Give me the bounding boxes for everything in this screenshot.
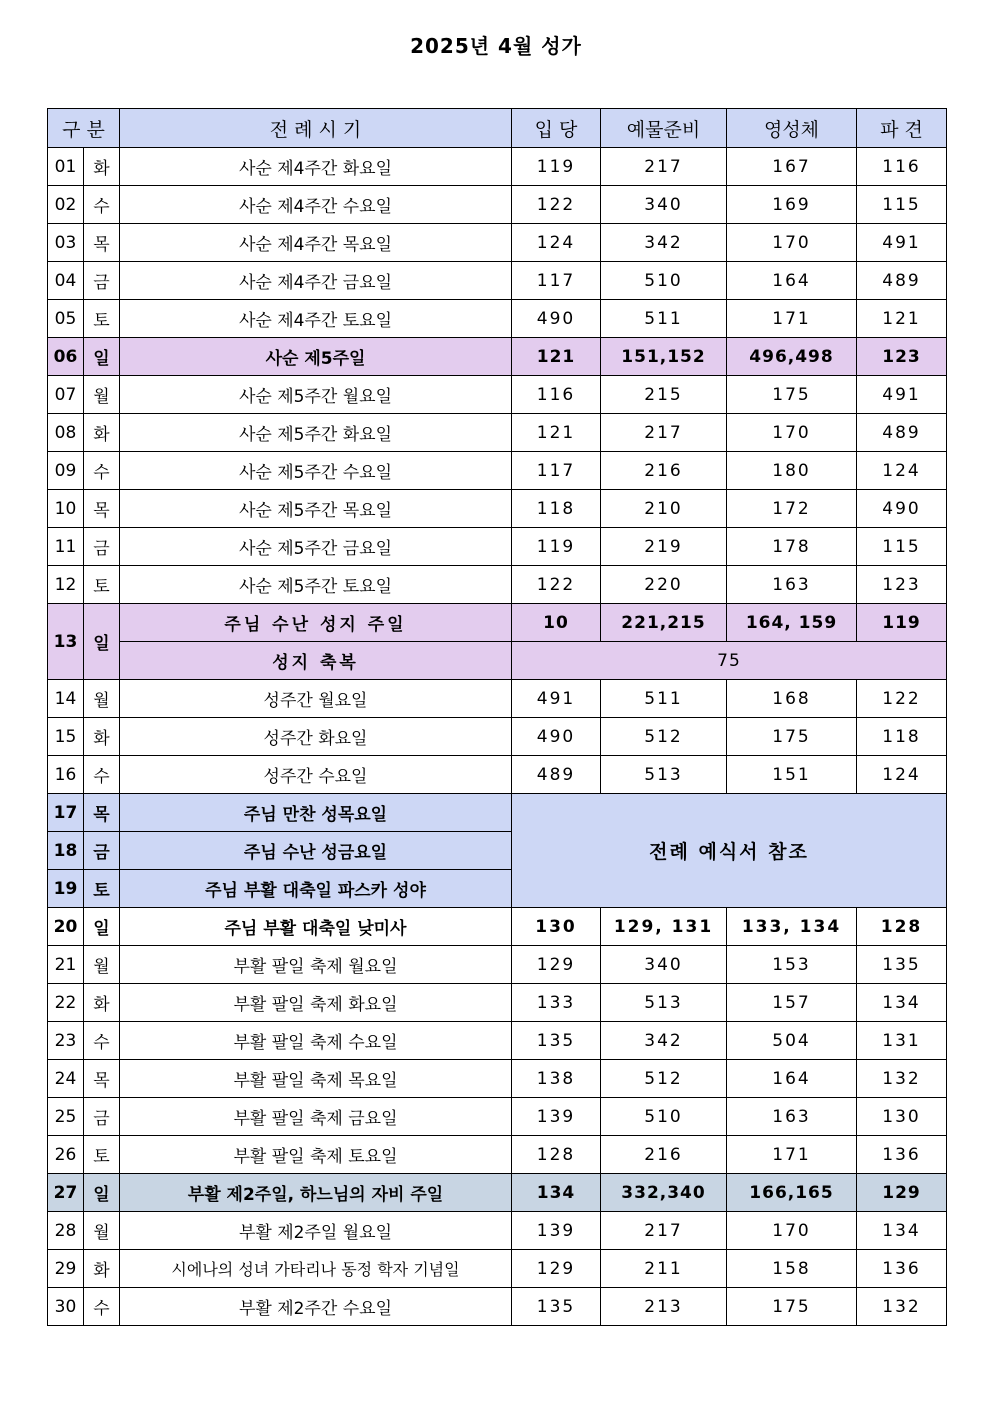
liturgical-season: 사순 제4주간 화요일: [120, 148, 512, 186]
liturgical-season: 사순 제5주간 월요일: [120, 376, 512, 414]
date-number: 14: [48, 680, 84, 718]
offertory-hymn: 340: [601, 186, 727, 224]
dismissal-hymn: 489: [857, 262, 947, 300]
sunday-row: [48, 338, 947, 376]
liturgical-season: 사순 제5주간 토요일: [120, 566, 512, 604]
weekday: 토: [84, 300, 120, 338]
entrance-hymn: 122: [512, 566, 601, 604]
liturgical-season: 부활 팔일 축제 월요일: [120, 946, 512, 984]
offertory-hymn: 510: [601, 1098, 727, 1136]
weekday: 일: [84, 604, 120, 680]
date-number: 22: [48, 984, 84, 1022]
table-row: [48, 300, 947, 338]
header-dismissal: 파 견: [857, 109, 947, 148]
table-row: [48, 262, 947, 300]
liturgical-season: 성주간 월요일: [120, 680, 512, 718]
dismissal-hymn: 136: [857, 1250, 947, 1288]
dismissal-hymn: 134: [857, 1212, 947, 1250]
header-row: [48, 109, 947, 148]
communion-hymn: 164: [727, 262, 857, 300]
communion-hymn: 496,498: [727, 338, 857, 376]
liturgical-season: 주님 수난 성금요일: [120, 832, 512, 870]
divine-mercy-row: [48, 1174, 947, 1212]
offertory-hymn: 332,340: [601, 1174, 727, 1212]
offertory-hymn: 342: [601, 1022, 727, 1060]
easter-row: [48, 908, 947, 946]
offertory-hymn: 513: [601, 984, 727, 1022]
dismissal-hymn: 123: [857, 338, 947, 376]
offertory-hymn: 216: [601, 452, 727, 490]
weekday: 목: [84, 794, 120, 832]
liturgical-season: 부활 제2주일, 하느님의 자비 주일: [120, 1174, 512, 1212]
weekday: 금: [84, 832, 120, 870]
communion-hymn: 158: [727, 1250, 857, 1288]
liturgical-season: 사순 제5주간 목요일: [120, 490, 512, 528]
table-row: [48, 984, 947, 1022]
liturgical-season: 부활 팔일 축제 수요일: [120, 1022, 512, 1060]
liturgical-season: 주님 부활 대축일 낮미사: [120, 908, 512, 946]
holy-week-row: [48, 794, 947, 832]
liturgical-season: 사순 제4주간 금요일: [120, 262, 512, 300]
liturgical-season: 시에나의 성녀 가타리나 동정 학자 기념일: [120, 1250, 512, 1288]
offertory-hymn: 512: [601, 1060, 727, 1098]
communion-hymn: 153: [727, 946, 857, 984]
date-number: 08: [48, 414, 84, 452]
sunday-row: [48, 604, 947, 642]
header-season: 전 례 시 기: [120, 109, 512, 148]
date-number: 11: [48, 528, 84, 566]
table-row: [48, 452, 947, 490]
date-number: 27: [48, 1174, 84, 1212]
entrance-hymn: 135: [512, 1022, 601, 1060]
offertory-hymn: 129, 131: [601, 908, 727, 946]
date-number: 26: [48, 1136, 84, 1174]
table-row: [48, 718, 947, 756]
weekday: 화: [84, 148, 120, 186]
entrance-hymn: 117: [512, 262, 601, 300]
date-number: 19: [48, 870, 84, 908]
entrance-hymn: 490: [512, 718, 601, 756]
dismissal-hymn: 118: [857, 718, 947, 756]
entrance-hymn: 121: [512, 414, 601, 452]
table-row: [48, 566, 947, 604]
entrance-hymn: 128: [512, 1136, 601, 1174]
date-number: 28: [48, 1212, 84, 1250]
date-number: 25: [48, 1098, 84, 1136]
date-number: 29: [48, 1250, 84, 1288]
weekday: 목: [84, 490, 120, 528]
offertory-hymn: 510: [601, 262, 727, 300]
dismissal-hymn: 115: [857, 186, 947, 224]
offertory-hymn: 217: [601, 1212, 727, 1250]
header-communion: 영성체: [727, 109, 857, 148]
communion-hymn: 170: [727, 414, 857, 452]
entrance-hymn: 116: [512, 376, 601, 414]
weekday: 토: [84, 870, 120, 908]
table-row: [48, 946, 947, 984]
table-row: [48, 1022, 947, 1060]
weekday: 월: [84, 946, 120, 984]
entrance-hymn: 118: [512, 490, 601, 528]
date-number: 30: [48, 1288, 84, 1326]
dismissal-hymn: 128: [857, 908, 947, 946]
entrance-hymn: 490: [512, 300, 601, 338]
communion-hymn: 133, 134: [727, 908, 857, 946]
offertory-hymn: 220: [601, 566, 727, 604]
date-number: 23: [48, 1022, 84, 1060]
entrance-hymn: 130: [512, 908, 601, 946]
dismissal-hymn: 491: [857, 376, 947, 414]
liturgical-season: 부활 팔일 축제 화요일: [120, 984, 512, 1022]
date-number: 18: [48, 832, 84, 870]
offertory-hymn: 512: [601, 718, 727, 756]
liturgy-book-reference: 전례 예식서 참조: [512, 794, 947, 908]
liturgical-season: 사순 제5주일: [120, 338, 512, 376]
weekday: 목: [84, 1060, 120, 1098]
table-row: [48, 756, 947, 794]
table-row: [48, 414, 947, 452]
offertory-hymn: 511: [601, 300, 727, 338]
communion-hymn: 172: [727, 490, 857, 528]
dismissal-hymn: 123: [857, 566, 947, 604]
header-offertory: 예물준비: [601, 109, 727, 148]
entrance-hymn: 129: [512, 1250, 601, 1288]
liturgical-season: 부활 팔일 축제 금요일: [120, 1098, 512, 1136]
entrance-hymn: 139: [512, 1212, 601, 1250]
communion-hymn: 151: [727, 756, 857, 794]
weekday: 토: [84, 1136, 120, 1174]
liturgical-season: 부활 제2주일 월요일: [120, 1212, 512, 1250]
table-row: [48, 1288, 947, 1326]
table-row: [48, 1212, 947, 1250]
communion-hymn: 163: [727, 1098, 857, 1136]
entrance-hymn: 134: [512, 1174, 601, 1212]
table-row: [48, 376, 947, 414]
weekday: 화: [84, 718, 120, 756]
weekday: 월: [84, 376, 120, 414]
weekday: 화: [84, 984, 120, 1022]
communion-hymn: 167: [727, 148, 857, 186]
entrance-hymn: 122: [512, 186, 601, 224]
offertory-hymn: 340: [601, 946, 727, 984]
weekday: 수: [84, 186, 120, 224]
dismissal-hymn: 129: [857, 1174, 947, 1212]
dismissal-hymn: 131: [857, 1022, 947, 1060]
date-number: 05: [48, 300, 84, 338]
header-entrance: 입 당: [512, 109, 601, 148]
weekday: 금: [84, 528, 120, 566]
dismissal-hymn: 135: [857, 946, 947, 984]
weekday: 월: [84, 680, 120, 718]
communion-hymn: 168: [727, 680, 857, 718]
date-number: 12: [48, 566, 84, 604]
weekday: 화: [84, 414, 120, 452]
weekday: 목: [84, 224, 120, 262]
weekday: 일: [84, 338, 120, 376]
entrance-hymn: 124: [512, 224, 601, 262]
liturgical-season: 사순 제4주간 토요일: [120, 300, 512, 338]
entrance-hymn: 139: [512, 1098, 601, 1136]
dismissal-hymn: 115: [857, 528, 947, 566]
entrance-hymn: 489: [512, 756, 601, 794]
communion-hymn: 175: [727, 1288, 857, 1326]
dismissal-hymn: 124: [857, 756, 947, 794]
table-row: [48, 528, 947, 566]
communion-hymn: 157: [727, 984, 857, 1022]
entrance-hymn: 133: [512, 984, 601, 1022]
weekday: 월: [84, 1212, 120, 1250]
table-row: [48, 1136, 947, 1174]
page-title: 2025년 4월 성가: [410, 34, 582, 58]
weekday: 일: [84, 908, 120, 946]
entrance-hymn: 135: [512, 1288, 601, 1326]
offertory-hymn: 151,152: [601, 338, 727, 376]
hymn-schedule-table: [47, 108, 947, 1326]
table-row: [48, 1060, 947, 1098]
dismissal-hymn: 132: [857, 1060, 947, 1098]
date-number: 01: [48, 148, 84, 186]
weekday: 금: [84, 262, 120, 300]
liturgical-season: 성주간 수요일: [120, 756, 512, 794]
dismissal-hymn: 491: [857, 224, 947, 262]
communion-hymn: 171: [727, 1136, 857, 1174]
dismissal-hymn: 136: [857, 1136, 947, 1174]
weekday: 금: [84, 1098, 120, 1136]
liturgical-season: 주님 부활 대축일 파스카 성야: [120, 870, 512, 908]
table-row: [48, 148, 947, 186]
offertory-hymn: 513: [601, 756, 727, 794]
liturgical-season: 사순 제4주간 수요일: [120, 186, 512, 224]
entrance-hymn: 119: [512, 148, 601, 186]
offertory-hymn: 342: [601, 224, 727, 262]
table-row: [48, 1250, 947, 1288]
date-number: 06: [48, 338, 84, 376]
table-row: [48, 224, 947, 262]
communion-hymn: 175: [727, 718, 857, 756]
date-number: 03: [48, 224, 84, 262]
communion-hymn: 169: [727, 186, 857, 224]
liturgical-season: 부활 팔일 축제 목요일: [120, 1060, 512, 1098]
entrance-hymn: 119: [512, 528, 601, 566]
offertory-hymn: 217: [601, 148, 727, 186]
communion-hymn: 164: [727, 1060, 857, 1098]
liturgical-season: 부활 제2주간 수요일: [120, 1288, 512, 1326]
dismissal-hymn: 489: [857, 414, 947, 452]
liturgical-season: 사순 제5주간 수요일: [120, 452, 512, 490]
entrance-hymn: 491: [512, 680, 601, 718]
weekday: 수: [84, 1022, 120, 1060]
offertory-hymn: 219: [601, 528, 727, 566]
communion-hymn: 170: [727, 1212, 857, 1250]
communion-hymn: 178: [727, 528, 857, 566]
communion-hymn: 163: [727, 566, 857, 604]
communion-hymn: 504: [727, 1022, 857, 1060]
table-row: [48, 1098, 947, 1136]
liturgical-season: 사순 제5주간 금요일: [120, 528, 512, 566]
communion-hymn: 164, 159: [727, 604, 857, 642]
communion-hymn: 170: [727, 224, 857, 262]
liturgical-season: 성주간 화요일: [120, 718, 512, 756]
liturgical-season: 사순 제4주간 목요일: [120, 224, 512, 262]
palm-blessing-label: 성지 축복: [120, 642, 512, 680]
entrance-hymn: 117: [512, 452, 601, 490]
dismissal-hymn: 132: [857, 1288, 947, 1326]
dismissal-hymn: 490: [857, 490, 947, 528]
date-number: 04: [48, 262, 84, 300]
offertory-hymn: 511: [601, 680, 727, 718]
entrance-hymn: 121: [512, 338, 601, 376]
weekday: 화: [84, 1250, 120, 1288]
date-number: 21: [48, 946, 84, 984]
liturgical-season: 주님 만찬 성목요일: [120, 794, 512, 832]
dismissal-hymn: 116: [857, 148, 947, 186]
communion-hymn: 180: [727, 452, 857, 490]
date-number: 02: [48, 186, 84, 224]
weekday: 수: [84, 1288, 120, 1326]
offertory-hymn: 211: [601, 1250, 727, 1288]
header-division: 구 분: [48, 109, 120, 148]
date-number: 15: [48, 718, 84, 756]
liturgical-season: 주님 수난 성지 주일: [120, 604, 512, 642]
date-number: 07: [48, 376, 84, 414]
offertory-hymn: 216: [601, 1136, 727, 1174]
weekday: 일: [84, 1174, 120, 1212]
date-number: 17: [48, 794, 84, 832]
communion-hymn: 166,165: [727, 1174, 857, 1212]
dismissal-hymn: 124: [857, 452, 947, 490]
weekday: 토: [84, 566, 120, 604]
table-row: [48, 490, 947, 528]
table-row: [48, 186, 947, 224]
liturgical-season: 사순 제5주간 화요일: [120, 414, 512, 452]
liturgical-season: 부활 팔일 축제 토요일: [120, 1136, 512, 1174]
offertory-hymn: 217: [601, 414, 727, 452]
date-number: 10: [48, 490, 84, 528]
dismissal-hymn: 130: [857, 1098, 947, 1136]
communion-hymn: 175: [727, 376, 857, 414]
sunday-subrow: [48, 642, 947, 680]
entrance-hymn: 138: [512, 1060, 601, 1098]
offertory-hymn: 215: [601, 376, 727, 414]
dismissal-hymn: 121: [857, 300, 947, 338]
date-number: 13: [48, 604, 84, 680]
date-number: 20: [48, 908, 84, 946]
date-number: 09: [48, 452, 84, 490]
entrance-hymn: 10: [512, 604, 601, 642]
date-number: 16: [48, 756, 84, 794]
dismissal-hymn: 119: [857, 604, 947, 642]
date-number: 24: [48, 1060, 84, 1098]
dismissal-hymn: 134: [857, 984, 947, 1022]
table-row: [48, 680, 947, 718]
offertory-hymn: 213: [601, 1288, 727, 1326]
palm-blessing-hymn: 75: [512, 642, 947, 680]
offertory-hymn: 210: [601, 490, 727, 528]
communion-hymn: 171: [727, 300, 857, 338]
dismissal-hymn: 122: [857, 680, 947, 718]
entrance-hymn: 129: [512, 946, 601, 984]
weekday: 수: [84, 452, 120, 490]
offertory-hymn: 221,215: [601, 604, 727, 642]
weekday: 수: [84, 756, 120, 794]
